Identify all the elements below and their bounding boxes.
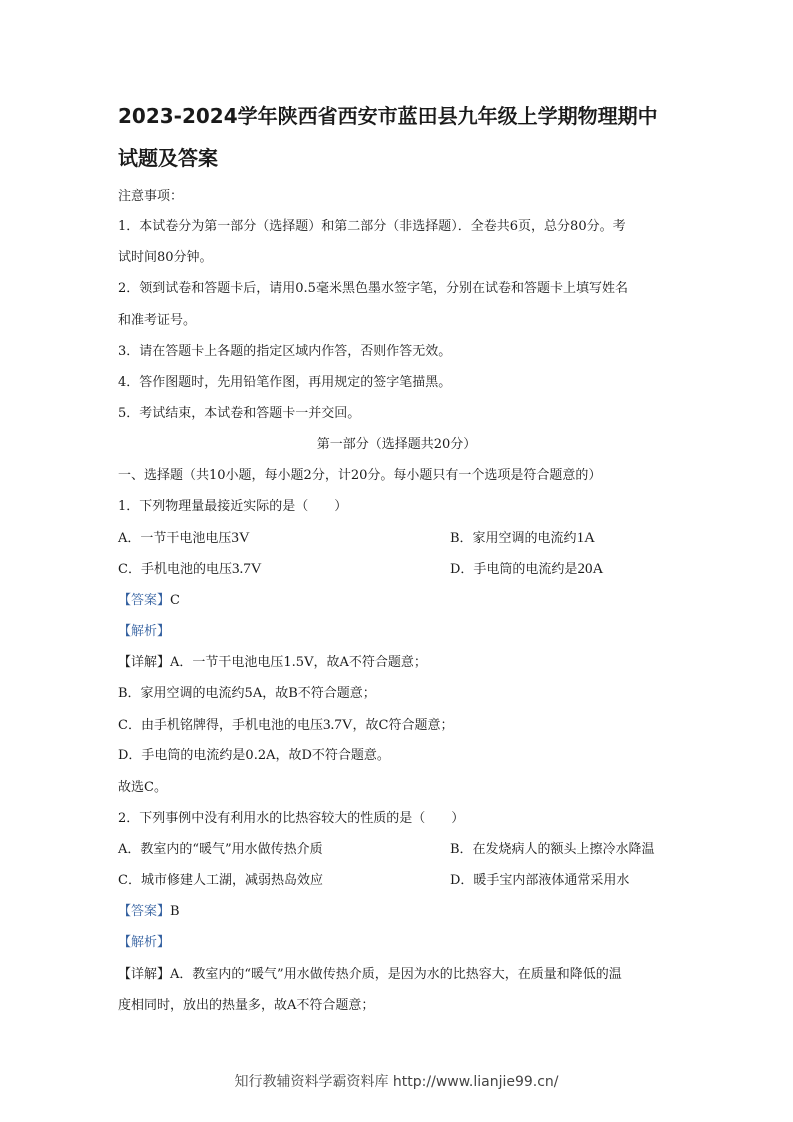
q1-option-d xyxy=(450,561,603,578)
q2-option-c: C．城市修建人工湖，减弱热岛效应 xyxy=(118,873,323,888)
q2-option-d: D．暖手宝内部液体通常采用水 xyxy=(450,873,630,888)
q1-detail-c xyxy=(118,717,454,734)
q1-detail-tag: 【详解】 xyxy=(118,655,171,670)
notice-item-4: 4．答作图题时，先用铅笔作图，再用规定的签字笔描黑。 xyxy=(118,375,452,390)
q2-detail-tag: 【详解】 xyxy=(118,967,171,982)
q1-detail-b: B．家用空调的电流约5A，故B不符合题意； xyxy=(118,686,376,701)
q1-option-b-text: B．家用空调的电流约 xyxy=(450,531,577,546)
notice-item-2-line-2: 和准考证号。 xyxy=(118,313,197,328)
q1-stem: 1．下列物理量最接近实际的是（ ） xyxy=(118,499,348,514)
q2-answer-tag: 【答案】 xyxy=(118,904,171,919)
q1-option-c-text: C．手机电池的电压 xyxy=(118,562,232,577)
q2-detail-a-line-1-text: A．教室内的“暖气”用水做传热介质，是因为水的比热容大，在质量和降低的温 xyxy=(170,967,622,982)
q1-option-a xyxy=(118,530,250,547)
q1-analysis-tag: 【解析】 xyxy=(118,624,171,639)
q2-option-a: A．教室内的“暖气”用水做传热介质 xyxy=(118,842,323,857)
document-title-line-2: 试题及答案 xyxy=(118,146,218,170)
q1-detail-a-text: A．一节干电池电压1.5V，故A不符合题意； xyxy=(170,655,427,670)
notice-item-1-line-1: 1．本试卷分为第一部分（选择题）和第二部分（非选择题）．全卷共6页，总分80分。考 xyxy=(118,219,626,234)
q2-detail-a-line-2: 度相同时，放出的热量多，故A不符合题意； xyxy=(118,998,375,1013)
document-title-line-1: 2023-2024学年陕西省西安市蓝田县九年级上学期物理期中 xyxy=(118,104,658,128)
q1-answer-tag: 【答案】 xyxy=(118,593,171,608)
q1-option-d-value: 20A xyxy=(577,561,604,577)
q1-detail-d: D．手电筒的电流约是0.2A，故D不符合题意。 xyxy=(118,748,390,763)
q1-detail-c-value: 3.7V xyxy=(322,717,353,733)
q1-option-a-value: 3V xyxy=(231,530,250,546)
q1-answer xyxy=(118,593,180,609)
q1-detail-c-pre: C．由手机铭牌得，手机电池的电压 xyxy=(118,718,323,733)
q2-detail-a-line-1 xyxy=(118,967,622,983)
q1-answer-value: C xyxy=(170,593,180,608)
q2-stem: 2．下列事例中没有利用水的比热容较大的性质的是（ ） xyxy=(118,811,465,826)
q1-conclusion: 故选C。 xyxy=(118,780,167,795)
notice-item-1-line-2: 试时间80分钟。 xyxy=(118,250,213,265)
notice-item-2-line-1: 2．领到试卷和答题卡后，请用0.5毫米黑色墨水签字笔，分别在试卷和答题卡上填写姓名 xyxy=(118,281,628,296)
q1-option-a-text: A．一节干电池电压 xyxy=(118,531,232,546)
q1-option-c xyxy=(118,561,262,578)
q2-answer-value: B xyxy=(170,904,180,919)
q2-analysis-tag: 【解析】 xyxy=(118,935,171,950)
q1-option-d-text: D．手电筒的电流约是 xyxy=(450,562,578,577)
q1-option-b xyxy=(450,530,595,547)
notice-item-3: 3．请在答题卡上各题的指定区域内作答，否则作答无效。 xyxy=(118,344,452,359)
part-1-heading: 第一部分（选择题共20分） xyxy=(316,437,477,452)
notice-heading: 注意事项： xyxy=(118,189,184,204)
notice-item-5: 5．考试结束，本试卷和答题卡一并交回。 xyxy=(118,406,361,421)
q2-answer xyxy=(118,904,180,920)
footer-watermark: 知行教辅资料学霸资料库 http://www.lianjie99.cn/ xyxy=(234,1074,559,1090)
section-1-heading: 一、选择题（共10小题，每小题2分，计20分。每小题只有一个选项是符合题意的） xyxy=(118,468,602,483)
q1-detail-a xyxy=(118,655,427,671)
q1-option-c-value: 3.7V xyxy=(231,561,262,577)
q1-option-b-value: 1A xyxy=(576,530,595,546)
q1-detail-c-post: ，故C符合题意； xyxy=(352,718,454,733)
q2-option-b: B．在发烧病人的额头上擦冷水降温 xyxy=(450,842,655,857)
